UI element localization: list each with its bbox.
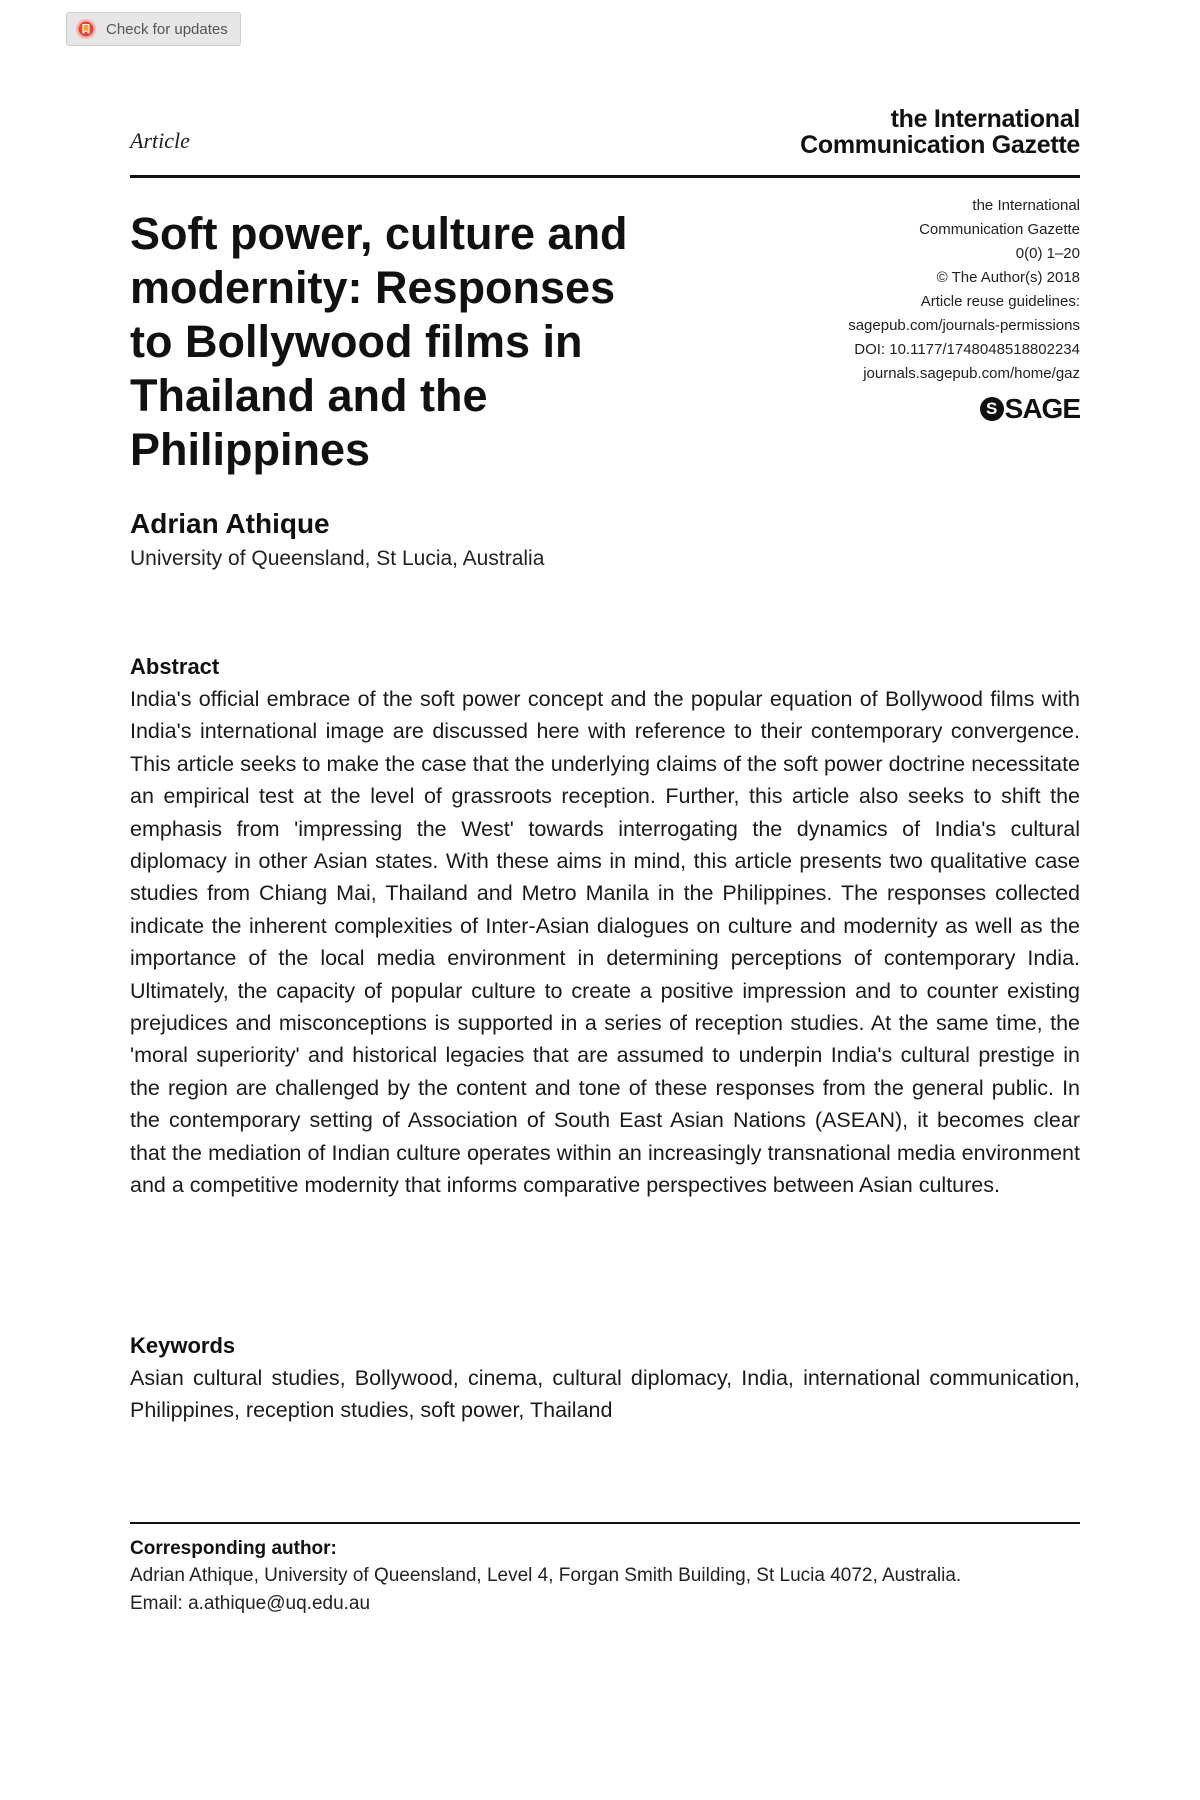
- title-line: Soft power, culture and: [130, 208, 628, 259]
- abstract-text: India's official embrace of the soft power concept and the popular equation of Bollywood films with India's international image are discussed here with reference to their contemporary convergence. This article seeks to make the case that the underlying claims of the soft power doctrine necessitate an empirical test at the level of grassroots reception. Further, this article also seeks to shift the emphasis from 'impressing the West' towards interrogating the dynamics of India's cultural diplomacy in other Asian states. With these aims in mind, this article presents two qualitative case studies from Chiang Mai, Thailand and Metro Manila in the Philippines. The responses collected indicate the inherent complexities of Inter-Asian dialogues on culture and modernity as well as the importance of the local media environment in determining perceptions of contemporary India. Ultimately, the capacity of popular culture to create a positive impression and to counter existing prejudices and misconceptions is supported in a series of reception studies. At the same time, the 'moral superiority' and historical legacies that are assumed to underpin India's cultural prestige in the region are challenged by the content and tone of these responses from the general public. In the contemporary setting of Association of South East Asian Nations (ASEAN), it becomes clear that the mediation of Indian culture operates within an increasingly transnational media environment and a competitive modernity that informs comparative perspectives between Asian cultures.: [130, 687, 1080, 1198]
- journal-name-line: the International: [890, 105, 1080, 133]
- keywords-heading: Keywords: [130, 1333, 236, 1358]
- publication-metadata: [848, 194, 1080, 386]
- footnote-rule: [130, 1522, 1080, 1524]
- journal-name-line: Communication Gazette: [800, 131, 1080, 159]
- header-rule: [130, 175, 1080, 178]
- sage-wordmark: SAGE: [1004, 393, 1080, 424]
- journal-name: [800, 106, 1080, 158]
- title-line: to Bollywood films in: [130, 316, 583, 367]
- check-for-updates-button[interactable]: [66, 12, 241, 46]
- author-affiliation: University of Queensland, St Lucia, Australia: [130, 547, 545, 570]
- corresponding-author-email[interactable]: Email: a.athique@uq.edu.au: [130, 1593, 371, 1614]
- meta-volume: 0(0) 1–20: [1015, 245, 1080, 262]
- corresponding-author-heading: Corresponding author:: [130, 1538, 337, 1559]
- meta-copyright: © The Author(s) 2018: [936, 269, 1080, 286]
- meta-permissions-link[interactable]: sagepub.com/journals-permissions: [848, 317, 1080, 334]
- meta-doi[interactable]: DOI: 10.1177/1748048518802234: [854, 341, 1080, 358]
- article-title: [130, 207, 730, 477]
- meta-journal-line: the International: [972, 197, 1080, 214]
- check-updates-bookmark-icon: [75, 18, 97, 40]
- title-line: modernity: Responses: [130, 262, 616, 313]
- keywords-text: Asian cultural studies, Bollywood, cinema, cultural diplomacy, India, international communication, Philippines, reception studies, soft power, Thailand: [130, 1366, 1080, 1423]
- meta-reuse-label: Article reuse guidelines:: [920, 293, 1080, 310]
- title-line: Thailand and the: [130, 370, 488, 421]
- check-for-updates-label: Check for updates: [106, 20, 228, 38]
- abstract-heading: Abstract: [130, 654, 220, 679]
- article-type-label: Article: [130, 128, 190, 153]
- meta-journal-line: Communication Gazette: [919, 221, 1080, 238]
- meta-journal-link[interactable]: journals.sagepub.com/home/gaz: [863, 365, 1080, 382]
- sage-logo: [980, 393, 1080, 425]
- author-name: Adrian Athique: [130, 508, 330, 539]
- title-line: Philippines: [130, 424, 371, 475]
- corresponding-author-address: Adrian Athique, University of Queensland, Level 4, Forgan Smith Building, St Lucia 4072, Australia.: [130, 1565, 962, 1586]
- sage-mark-icon: S: [980, 397, 1004, 421]
